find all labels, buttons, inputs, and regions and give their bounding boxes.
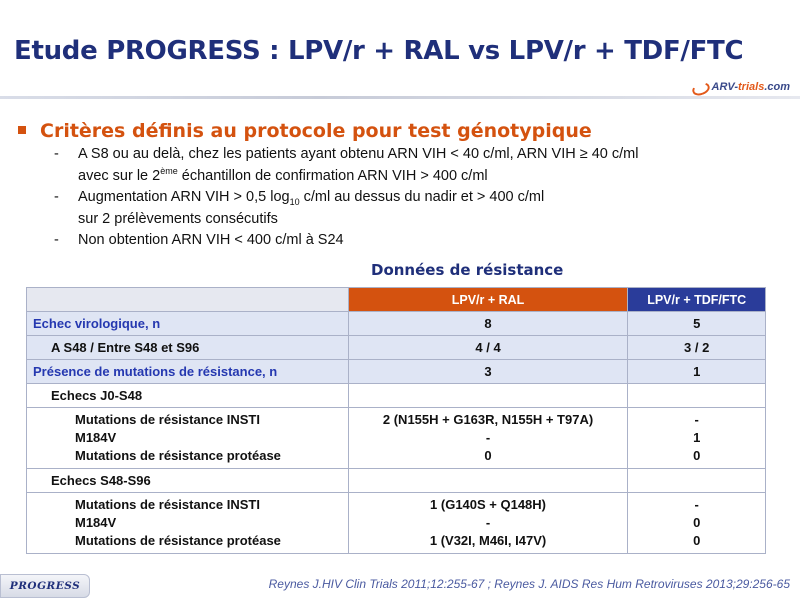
table-row [27,312,766,336]
logo-suffix: .com [764,81,790,93]
criteria-item-1-sup: ème [160,166,178,176]
cell-tdf [628,469,766,493]
row-label: Mutations de résistance protéase [75,533,281,548]
cell-ral-group [348,493,628,554]
footer-reference: Reynes J.HIV Clin Trials 2011;12:255-67 ; Reynes J. AIDS Res Hum Retroviruses 2013;29:256-65 [268,577,790,591]
row-label: M184V [75,515,117,530]
dash-bullet: - [54,231,59,248]
criteria-item-2-sub: 10 [289,196,300,207]
arv-trials-logo [692,81,790,93]
criteria-heading-text: Critères définis au protocole pour test génotypique [40,120,592,142]
row-label: Echec virologique, n [27,312,349,336]
cell-ral: 4 / 4 [348,336,628,360]
cell-ral: 8 [348,312,628,336]
cell-tdf: 1 [628,360,766,384]
cell-ral: 1 (G140S + Q148H) [430,497,547,512]
cell-tdf: - [694,497,699,512]
criteria-item-1-line2b: échantillon de confirmation ARN VIH > 400 c/ml [177,167,488,184]
table-row [27,408,766,469]
cell-tdf: 0 [693,533,701,548]
cell-ral: - [485,515,491,530]
dash-bullet: - [54,188,59,205]
logo-swoosh-icon [692,81,710,93]
row-label: Mutations de résistance INSTI [75,497,260,512]
table-header-row [27,288,766,312]
criteria-item [54,146,784,185]
table-row [27,360,766,384]
cell-tdf: 1 [693,430,701,445]
slide-title: Etude PROGRESS : LPV/r + RAL vs LPV/r + TDF/FTC [14,36,744,66]
criteria-item-2-line1a: Augmentation ARN VIH > 0,5 log [78,188,290,205]
criteria-item-2-line2: sur 2 prélèvements consécutifs [78,210,278,227]
cell-tdf: 0 [693,515,701,530]
row-label: Echecs S48-S96 [27,469,349,493]
cell-tdf [628,384,766,408]
criteria-heading [18,120,592,142]
row-label: Mutations de résistance INSTI [75,412,260,427]
criteria-item [54,189,784,228]
logo-prefix: ARV- [711,81,739,93]
row-label: Présence de mutations de résistance, n [27,360,349,384]
criteria-item-1-line2a: avec sur le 2 [78,167,161,184]
header-lpv-tdf-ftc: LPV/r + TDF/FTC [628,288,766,312]
cell-ral [348,384,628,408]
row-label-group [27,493,349,554]
cell-ral: - [485,430,491,445]
progress-badge [0,574,90,598]
table-row [27,493,766,554]
progress-badge-text: PROGRESS [9,580,81,592]
table-row [27,469,766,493]
cell-tdf: - [694,412,699,427]
row-label: Mutations de résistance protéase [75,448,281,463]
criteria-item [54,232,784,249]
row-label-group [27,408,349,469]
cell-ral: 0 [484,448,492,463]
row-label: M184V [75,430,117,445]
dash-bullet: - [54,146,59,162]
cell-ral-group [348,408,628,469]
cell-tdf: 5 [628,312,766,336]
row-label: A S48 / Entre S48 et S96 [27,336,349,360]
criteria-item-1-line1: A S8 ou au delà, chez les patients ayant obtenu ARN VIH < 40 c/ml, ARN VIH ≥ 40 c/ml [78,146,639,162]
cell-tdf-group [628,408,766,469]
cell-ral [348,469,628,493]
criteria-list [54,146,784,253]
table-row [27,336,766,360]
cell-tdf: 0 [693,448,701,463]
resistance-table [26,287,766,554]
cell-ral: 1 (V32I, M46I, I47V) [429,533,547,548]
criteria-item-3-line1: Non obtention ARN VIH < 400 c/ml à S24 [78,231,344,248]
title-divider [0,96,800,99]
cell-ral: 3 [348,360,628,384]
cell-ral: 2 (N155H + G163R, N155H + T97A) [382,412,594,427]
cell-tdf-group [628,493,766,554]
cell-tdf: 3 / 2 [628,336,766,360]
criteria-item-2-line1b: c/ml au dessus du nadir et > 400 c/ml [299,188,545,205]
table-caption: Données de résistance [371,261,564,279]
header-lpv-ral: LPV/r + RAL [348,288,628,312]
table-row [27,384,766,408]
header-blank [27,288,349,312]
square-bullet-icon [18,126,26,134]
logo-name: trials [738,81,765,93]
row-label: Echecs J0-S48 [27,384,349,408]
